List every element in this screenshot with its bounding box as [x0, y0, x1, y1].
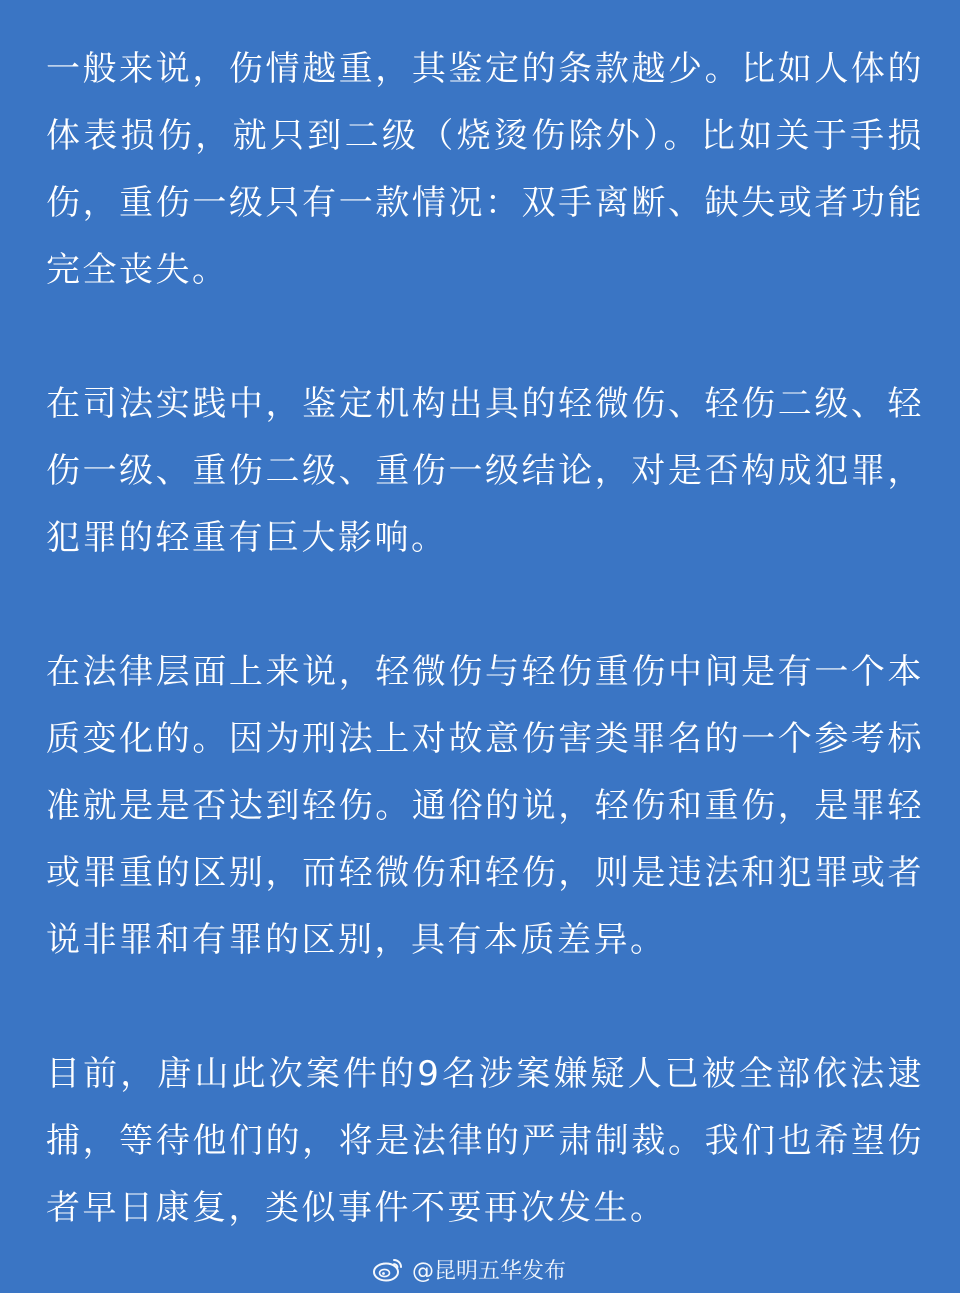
paragraph-3: 在法律层面上来说，轻微伤与轻伤重伤中间是有一个本质变化的。因为刑法上对故意伤害类罪名的一个参考标准就是是否达到轻伤。通俗的说，轻伤和重伤，是罪轻或罪重的区别，而轻微伤和轻伤，则是违法和犯罪或者说非罪和有罪的区别，具有本质差异。: [46, 652, 924, 960]
watermark-text: @昆明五华发布: [412, 1258, 567, 1284]
weibo-icon: [372, 1255, 406, 1283]
paragraph-4: 目前，唐山此次案件的9名涉案嫌疑人已被全部依法逮捕，等待他们的，将是法律的严肃制裁。我们也希望伤者早日康复，类似事件不要再次发生。: [46, 1054, 924, 1228]
paragraph-2: 在司法实践中，鉴定机构出具的轻微伤、轻伤二级、轻伤一级、重伤二级、重伤一级结论，对是否构成犯罪，犯罪的轻重有巨大影响。: [46, 384, 924, 558]
paragraph-1: 一般来说，伤情越重，其鉴定的条款越少。比如人体的体表损伤，就只到二级（烧烫伤除外）。比如关于手损伤，重伤一级只有一款情况：双手离断、缺失或者功能完全丧失。: [46, 49, 924, 290]
article-body: [46, 36, 924, 1242]
weibo-watermark: [372, 1251, 566, 1287]
